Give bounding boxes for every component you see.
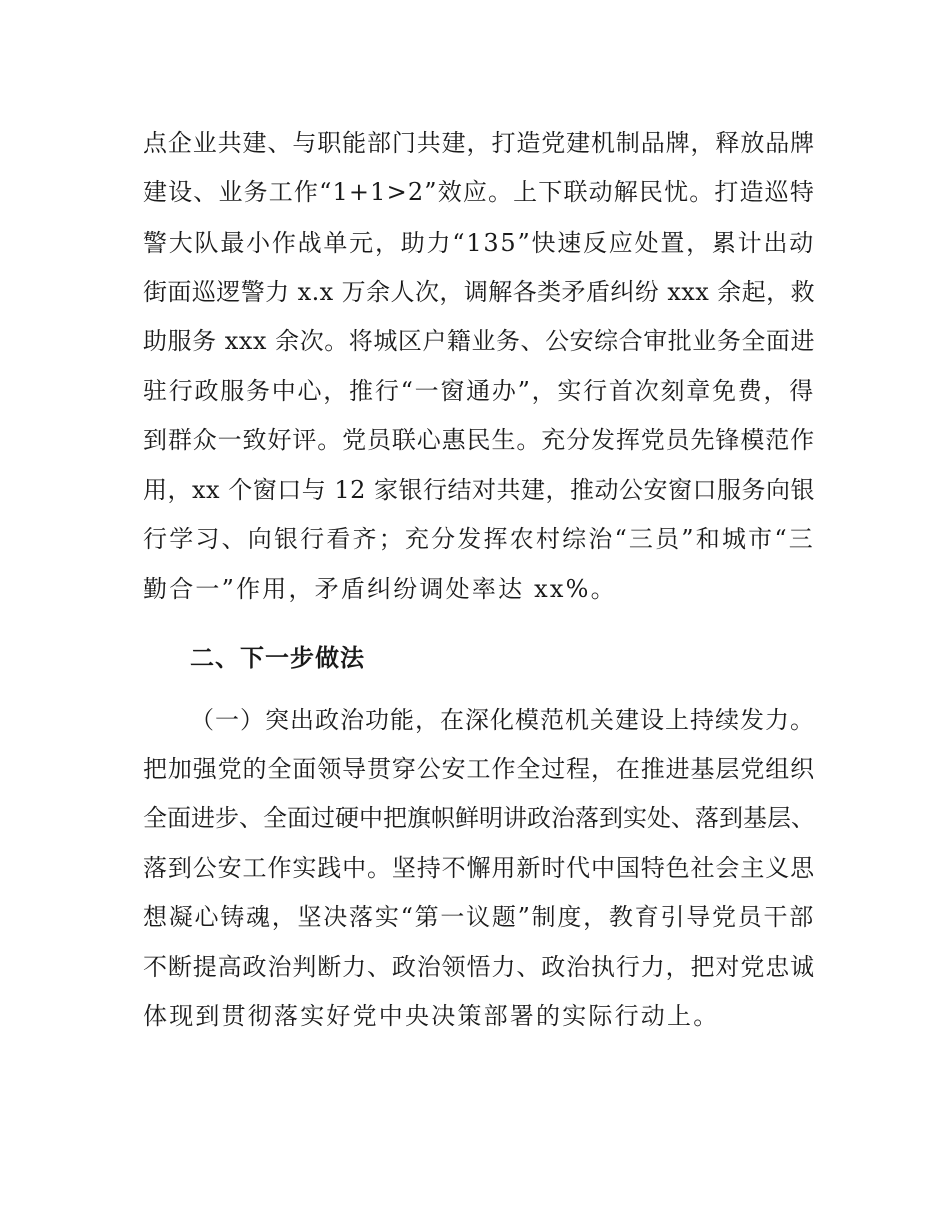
paragraph-line: 不断提高政治判断力、政治领悟力、政治执行力，把对党忠诚 [143, 953, 815, 981]
paragraph-line: 助服务 xxx 余次。将城区户籍业务、公安综合审批业务全面进 [143, 327, 815, 355]
paragraph-line: 驻行政服务中心，推行“一窗通办”，实行首次刻章免费，得 [143, 377, 815, 405]
paragraph-line: 体现到贯彻落实好党中央决策部署的实际行动上。 [143, 1002, 720, 1030]
paragraph-line: 落到公安工作实践中。坚持不懈用新时代中国特色社会主义思 [143, 854, 815, 882]
paragraph-line: 用，xx 个窗口与 12 家银行结对共建，推动公安窗口服务向银 [143, 476, 815, 504]
section-heading: 二、下一步做法 [190, 644, 365, 672]
paragraph-line: 建设、业务工作“1+1>2”效应。上下联动解民忧。打造巡特 [143, 178, 815, 206]
paragraph-line: 全面进步、全面过硬中把旗帜鲜明讲政治落到实处、落到基层、 [143, 804, 815, 832]
paragraph-line: （一）突出政治功能，在深化模范机关建设上持续发力。 [190, 706, 815, 734]
paragraph-line: 行学习、向银行看齐；充分发挥农村综治“三员”和城市“三 [143, 525, 815, 553]
paragraph-line: 街面巡逻警力 x.x 万余人次，调解各类矛盾纠纷 xxx 余起，救 [143, 278, 815, 306]
paragraph-line: 到群众一致好评。党员联心惠民生。充分发挥党员先锋模范作 [143, 426, 815, 454]
paragraph-line: 想凝心铸魂，坚决落实“第一议题”制度，教育引导党员干部 [143, 903, 815, 931]
paragraph-line: 把加强党的全面领导贯穿公安工作全过程，在推进基层党组织 [143, 755, 815, 783]
paragraph-line: 警大队最小作战单元，助力“135”快速反应处置，累计出动 [143, 229, 815, 257]
paragraph-line: 勤合一”作用，矛盾纠纷调处率达 xx%。 [143, 575, 617, 603]
paragraph-line: 点企业共建、与职能部门共建，打造党建机制品牌，释放品牌 [143, 129, 815, 157]
